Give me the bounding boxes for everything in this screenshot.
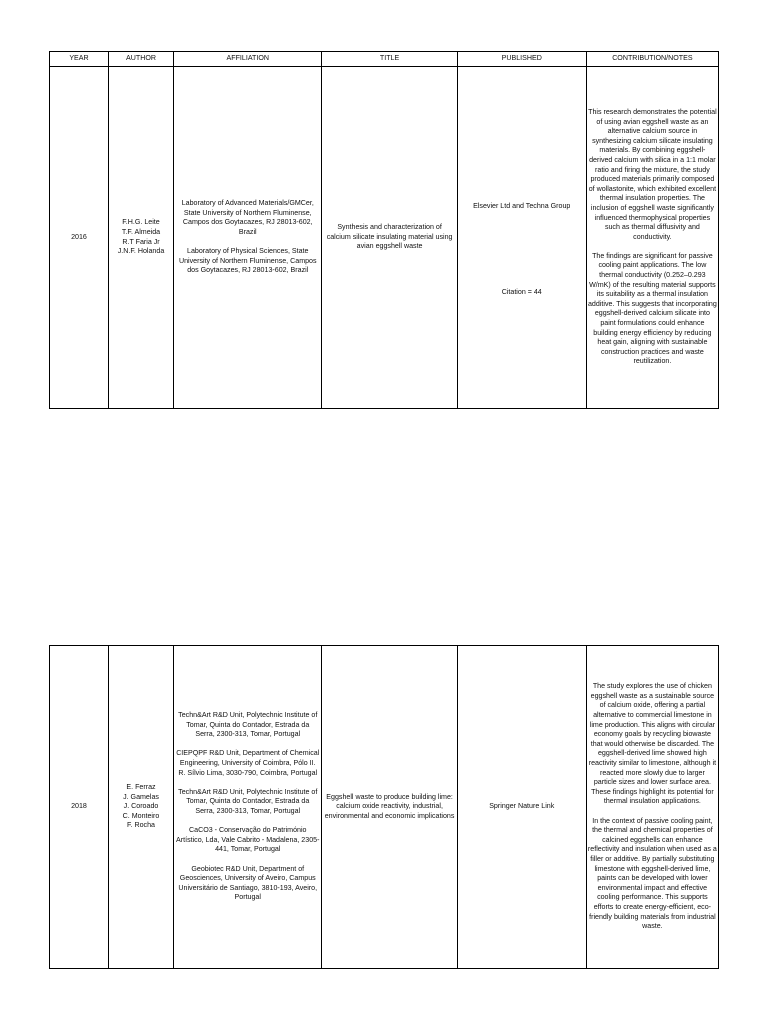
notes-paragraph: The study explores the use of chicken eggshell waste as a sustainable source of calcium oxide, offering a partial alternative to commercial limestone in lime production. This aligns with circular economy goals by recycling biowaste that would otherwise be discarded. The eggshell-derived lime showed high reactivity similar to limestone, although it reacted more slowly due to larger particle sizes and lower surface area. These findings highlight its potential for thermal insulation applications. bbox=[588, 682, 717, 806]
table-row bbox=[50, 67, 719, 409]
author-cell bbox=[108, 646, 173, 969]
affiliation-text: CIEPQPF R&D Unit, Department of Chemical Engineering, University of Coimbra, Pólo II. R. Sílvio Lima, 3030-790, Coimbra, Portugal bbox=[176, 749, 320, 777]
affiliation-cell bbox=[174, 646, 322, 969]
publisher-text: Elsevier Ltd and Techna Group bbox=[473, 201, 571, 210]
notes-paragraph: The findings are significant for passive cooling paint applications. The low thermal conductivity (0.252–0.293 W/mK) of the resulting material supports its suitability as a thermal insulation additive. This suggests that incorporating eggshell-derived calcium silicate into paint formulations could enhance building energy efficiency by reducing heat gain, aligning with sustainable construction practices and waste reutilization. bbox=[587, 251, 717, 366]
literature-table-2 bbox=[49, 645, 719, 969]
title-cell: Eggshell waste to produce building lime: calcium oxide reactivity, industrial, environmental and economic implications bbox=[322, 646, 457, 969]
header-author: AUTHOR bbox=[108, 52, 173, 67]
author-name: C. Monteiro bbox=[122, 811, 160, 820]
published-cell: Springer Nature Link bbox=[457, 646, 586, 969]
author-name: J. Coroado bbox=[123, 802, 159, 811]
affiliation-text: Laboratory of Advanced Materials/GMCer, State University of Northern Fluminense, Campos dos Goytacazes, RJ 28013-602, Brazil bbox=[181, 199, 314, 236]
author-name: T.F. Almeida bbox=[121, 227, 161, 236]
header-year: YEAR bbox=[50, 52, 109, 67]
affiliation-text: CaCO3 - Conservação do Património Artístico, Lda, Vale Cabrito - Madalena, 2305-441, Tomar, Portugal bbox=[176, 826, 320, 854]
literature-table-1 bbox=[49, 51, 719, 409]
affiliation-text: Techn&Art R&D Unit, Polytechnic Institute of Tomar, Quinta do Contador, Estrada da Serra, 2300-313, Tomar, Portugal bbox=[178, 711, 318, 739]
year-cell: 2016 bbox=[50, 67, 109, 409]
notes-cell bbox=[586, 67, 718, 409]
author-name: E. Ferraz bbox=[126, 783, 156, 792]
citation-text: Citation = 44 bbox=[501, 287, 542, 296]
author-name: R.T Faria Jr bbox=[122, 237, 160, 246]
affiliation-text: Laboratory of Physical Sciences, State University of Northern Fluminense, Campos dos Goytacazes, RJ 28013-602, Brazil bbox=[178, 247, 317, 275]
header-notes: CONTRIBUTION/NOTES bbox=[586, 52, 718, 67]
header-published: PUBLISHED bbox=[457, 52, 586, 67]
published-cell bbox=[457, 67, 586, 409]
header-row bbox=[50, 52, 719, 67]
author-name: F.H.G. Leite bbox=[122, 218, 160, 227]
affiliation-cell bbox=[174, 67, 322, 409]
table-row bbox=[50, 646, 719, 969]
author-name: J.N.F. Holanda bbox=[117, 247, 165, 256]
affiliation-text: Geobiotec R&D Unit, Department of Geosciences, University of Aveiro, Campus Universitário de Santiago, 3810-193, Aveiro, Portugal bbox=[178, 864, 318, 902]
affiliation-text: Techn&Art R&D Unit, Polytechnic Institute of Tomar, Quinta do Contador, Estrada da Serra, 2300-313, Tomar, Portugal bbox=[178, 787, 318, 815]
title-cell: Synthesis and characterization of calcium silicate insulating material using avian eggshell waste bbox=[322, 67, 457, 409]
header-affiliation: AFFILIATION bbox=[174, 52, 322, 67]
author-name: F. Rocha bbox=[127, 821, 155, 830]
notes-paragraph: This research demonstrates the potential of using avian eggshell waste as an alternative calcium source in synthesizing calcium silicate insulating materials. By combining eggshell-derived calcium with silica in a 1:1 molar ratio and firing the mixture, the study produced materials primarily composed of wollastonite, which exhibited excellent thermal insulation properties. The inclusion of eggshell waste significantly influenced thermophysical properties such as thermal diffusivity and conductivity. bbox=[588, 107, 717, 241]
year-cell: 2018 bbox=[50, 646, 109, 969]
author-name: J. Gamelas bbox=[123, 792, 159, 801]
author-cell bbox=[108, 67, 173, 409]
notes-cell bbox=[586, 646, 718, 969]
notes-paragraph: In the context of passive cooling paint, the thermal and chemical properties of calcined eggshells can enhance reflectivity and insulation when used as a filler or additive. By partially substituting limestone with eggshell-derived lime, paints can be developed with lower environmental impact and effective cooling performance. This supports efforts to create energy-efficient, eco-friendly building materials from industrial waste. bbox=[587, 816, 717, 931]
header-title: TITLE bbox=[322, 52, 457, 67]
